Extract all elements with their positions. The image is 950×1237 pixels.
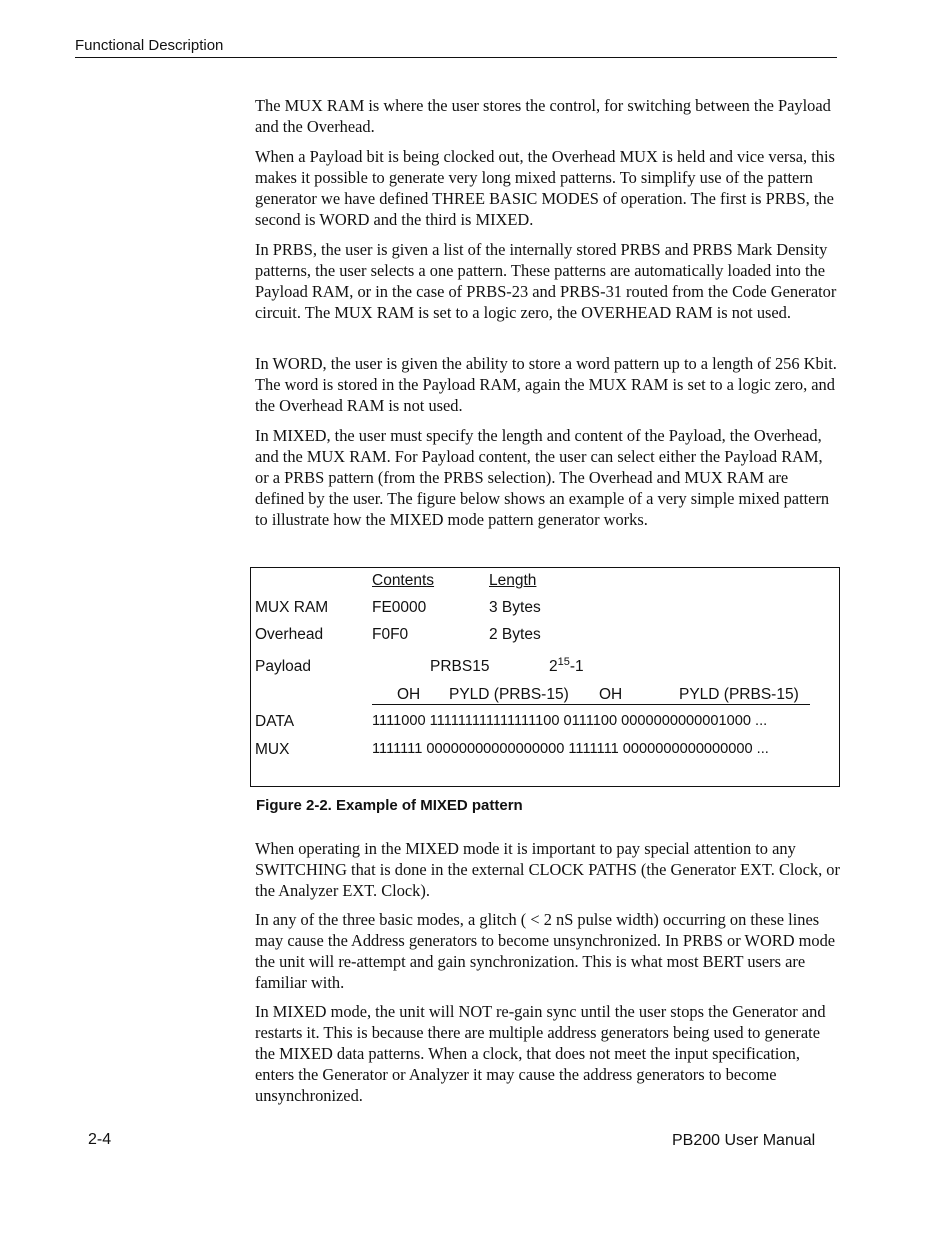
paragraph-glitch: In any of the three basic modes, a glitch ( < 2 nS pulse width) occurring on these lines may cause the Address generators to become unsynchronized. In PRBS or WORD mode the unit will re-attempt and gain synchronization. This is what most BERT users are familiar with. (255, 910, 836, 992)
paragraph-modes: When a Payload bit is being clocked out, the Overhead MUX is held and vice versa, this makes it possible to generate very long mixed patterns. To simplify use of the pattern generator we have defined THREE BASIC MODES of operation. The first is PRBS, the second is WORD and the third is MIXED. (255, 147, 835, 229)
section-title: Functional Description (75, 37, 224, 54)
segment-header-row (372, 686, 810, 705)
mux-label: MUX (255, 741, 290, 758)
manual-title: PB200 User Manual (672, 1132, 816, 1149)
payload-length-suffix: -1 (569, 658, 584, 675)
overhead-contents: F0F0 (372, 626, 409, 643)
paragraph-mux-ram: The MUX RAM is where the user stores the control, for switching between the Payload and the Overhead. (255, 96, 831, 136)
segment-oh-1: OH (397, 686, 421, 703)
length-header: Length (489, 572, 537, 589)
paragraph-switching: When operating in the MIXED mode it is important to pay special attention to any SWITCHING that is done in the external CLOCK PATHS (the Generator EXT. Clock, or the Analyzer EXT. Clock). (255, 839, 840, 900)
overhead-length: 2 Bytes (489, 626, 541, 643)
payload-length-base: 2 (549, 658, 558, 675)
paragraph-mixed: In MIXED, the user must specify the length and content of the Payload, the Overhead, and the MUX RAM. For Payload content, the user can select either the Payload RAM, or a PRBS pattern (from the PRBS selection). The Overhead and MUX RAM are defined by the user. The figure below shows an example of a very simple mixed pattern to illustrate how the MIXED mode pattern generator works. (255, 426, 830, 529)
data-label: DATA (255, 713, 295, 730)
mixed-pattern-figure (250, 567, 840, 787)
page-number: 2-4 (88, 1131, 112, 1148)
mux-ram-label: MUX RAM (255, 599, 329, 616)
mux-ram-contents: FE0000 (372, 599, 427, 616)
mux-ram-length: 3 Bytes (489, 599, 541, 616)
payload-length-exponent: 15 (557, 656, 570, 668)
data-bits: 1111000 111111111111111100 0111100 0000000000001000 ... (372, 713, 768, 729)
figure-caption: Figure 2-2. Example of MIXED pattern (256, 797, 523, 814)
overhead-label: Overhead (255, 626, 324, 643)
payload-contents: PRBS15 (430, 658, 490, 675)
header-rule (75, 57, 837, 58)
contents-header: Contents (372, 572, 435, 589)
segment-oh-2: OH (599, 686, 623, 703)
paragraph-word: In WORD, the user is given the ability to store a word pattern up to a length of 256 Kbit. The word is stored in the Payload RAM, again the MUX RAM is set to a logic zero, and the Overhead RAM is not used. (255, 354, 837, 415)
payload-label: Payload (255, 658, 312, 675)
segment-pyld-2: PYLD (PRBS-15) (679, 686, 799, 703)
mux-bits: 1111111 00000000000000000 1111111 0000000000000000 ... (372, 741, 769, 757)
paragraph-prbs: In PRBS, the user is given a list of the internally stored PRBS and PRBS Mark Density patterns, the user selects a one pattern. These patterns are automatically loaded into the Payload RAM, or in the case of PRBS-23 and PRBS-31 routed from the Code Generator circuit. The MUX RAM is set to a logic zero, the OVERHEAD RAM is not used. (255, 240, 837, 322)
segment-pyld-1: PYLD (PRBS-15) (449, 686, 569, 703)
payload-length (549, 658, 584, 676)
paragraph-resync: In MIXED mode, the unit will NOT re-gain sync until the user stops the Generator and restarts it. This is because there are multiple address generators being used to generate the MIXED data patterns. When a clock, that does not meet the input specification, enters the Generator or Analyzer it may cause the address generators to become unsynchronized. (255, 1002, 826, 1105)
